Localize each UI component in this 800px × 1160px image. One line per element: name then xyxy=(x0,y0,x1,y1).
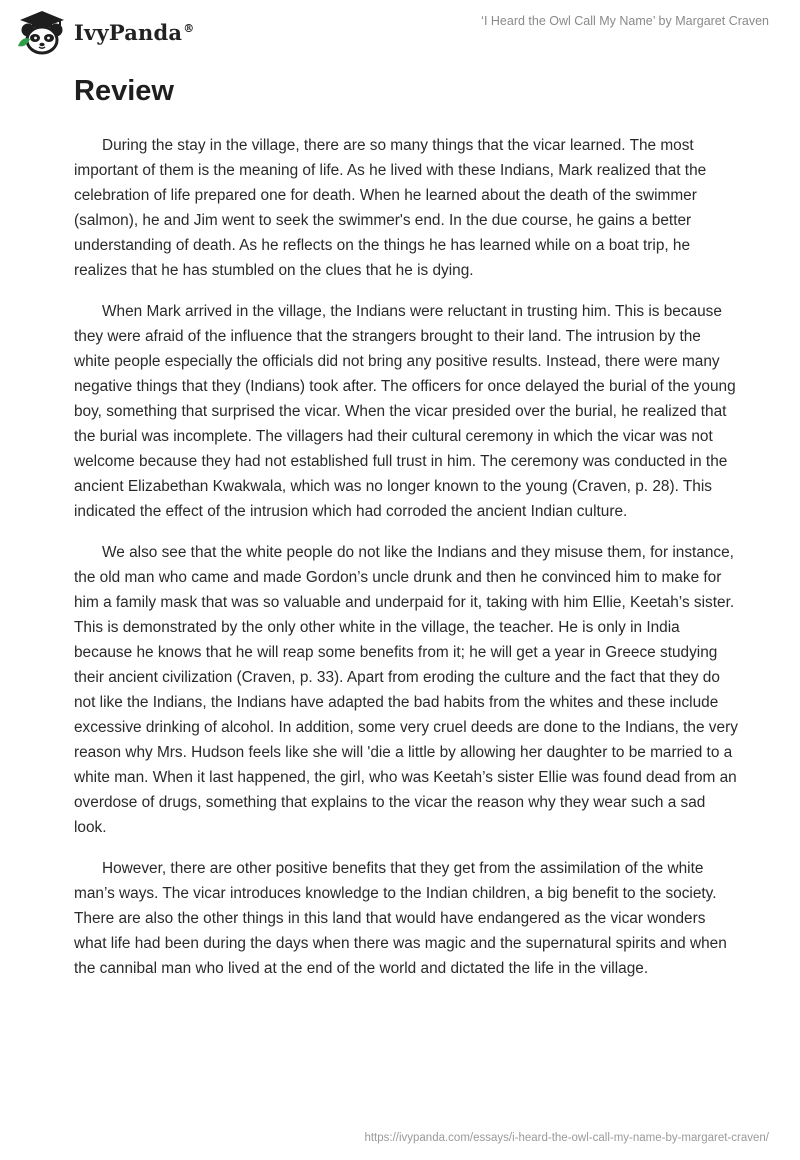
page-header xyxy=(0,0,800,70)
document-title: ‘I Heard the Owl Call My Name’ by Margaret Craven xyxy=(481,14,769,28)
section-heading: Review xyxy=(74,75,174,107)
logo-text: IvyPanda® xyxy=(74,19,195,45)
registered-mark: ® xyxy=(183,21,195,35)
ivypanda-logo[interactable] xyxy=(14,6,194,58)
paragraph: We also see that the white people do not like the Indians and they misuse them, for instance, the old man who came and made Gordon’s uncle drunk and then he convinced him to make for him a family mask that was so valuable and underpaid for it, taking with him Ellie, Keetah’s sister. This is demonstrated by the only other white in the village, the teacher. He is only in India because he knows that he will reap some benefits from it; he will get a year in Greece studying their ancient civilization (Craven, p. 33). Apart from eroding the culture and the fact that they do not like the Indians, the Indians have adapted the bad habits from the whites and these include excessive drinking of alcohol. In addition, some very cruel deeds are done to the Indians, the very reason why Mrs. Hudson feels like she will 'die a little by allowing her daughter to be married to a white man. When it last happened, the girl, who was Keetah’s sister Ellie was found dead from an overdose of drugs, something that explains to the vicar the reason why they wear such a sad look. xyxy=(74,544,738,836)
panda-graduation-cap-icon xyxy=(14,6,70,58)
paragraph: When Mark arrived in the village, the Indians were reluctant in trusting him. This is because they were afraid of the influence that the strangers brought to their land. The intrusion by the white people especially the officials did not bring any positive results. Instead, there were many negative things that they (Indians) took after. The officers for once delayed the burial of the young boy, something that surprised the vicar. When the vicar presided over the burial, he realized that the burial was incomplete. The villagers had their cultural ceremony in which the vicar was not welcome because they had not established full trust in him. The ceremony was conducted in the ancient Elizabethan Kwakwala, which was no longer known to the young (Craven, p. 28). This indicated the effect of the intrusion which had corroded the ancient Indian culture. xyxy=(74,303,736,520)
paragraph: However, there are other positive benefits that they get from the assimilation of the white man’s ways. The vicar introduces knowledge to the Indian children, a big benefit to the society. There are also the other things in this land that would have endangered as the vicar wonders what life had been during the days when there was magic and the supernatural spirits and when the cannibal man who lived at the end of the world and dictated the life in the village. xyxy=(74,860,727,977)
paragraph: During the stay in the village, there are so many things that the vicar learned. The most important of them is the meaning of life. As he lived with these Indians, Mark realized that the celebration of life prepared one for death. When he learned about the death of the swimmer (salmon), he and Jim went to seek the swimmer's end. In the due course, he gains a better understanding of death. As he reflects on the things he has learned while on a boat trip, he realizes that he has stumbled on the clues that he is dying. xyxy=(74,137,707,279)
essay-body xyxy=(74,133,740,997)
source-url-link[interactable]: https://ivypanda.com/essays/i-heard-the-owl-call-my-name-by-margaret-craven/ xyxy=(364,1132,769,1144)
